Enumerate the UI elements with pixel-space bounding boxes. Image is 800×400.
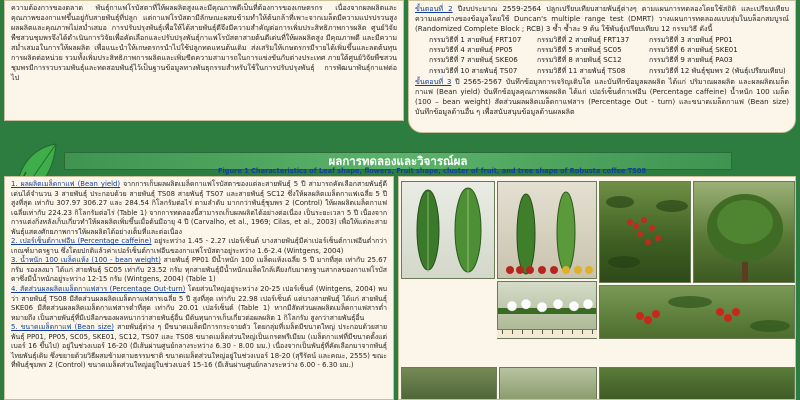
treatment-item: กรรมวิธีที่ 1 สายพันธุ์ FRT107 (429, 35, 522, 44)
treatment-item: กรรมวิธีที่ 12 พันธุ์ชุมพร 2 (พันธุ์เปรียบเทียบ) (649, 66, 786, 75)
treatment-item: กรรมวิธีที่ 7 สายพันธุ์ SKE06 (429, 56, 518, 65)
treatment-item: กรรมวิธีที่ 10 สายพันธุ์ TS07 (429, 66, 518, 75)
result-item (11, 256, 387, 285)
result-item (11, 285, 387, 323)
result-item-lead: 4. สัดส่วนผลผลิตเมล็ดกาแฟสาร (Percentage Out-turn) (11, 285, 186, 294)
treatment-list (415, 35, 789, 76)
fruit-cluster-photo (599, 285, 795, 339)
result-item-lead: 2. เปอร์เซ็นต์กาเฟอีน (Percentage caffeine) (11, 237, 152, 246)
result-item (11, 323, 387, 371)
result-item-text: อยู่ระหว่าง 1.45 - 2.27 เปอร์เซ็นต์ บางสายพันธุ์มีค่าเปอร์เซ็นต์กาเฟอีนต่ำกว่าเกณฑ์มาตรฐาน ซึ่งโดยปกติแล้วค่าเปอร์เซ็นต์กาเฟอีนของกาแฟโรบัสตาอยู่ระหว่าง 1.6-2.4 (Wintgens, 2004) (11, 237, 387, 255)
result-item-text: สายพันธุ์ต่าง ๆ มีขนาดเมล็ดมีการกระจายตัว โดยกลุ่มที่เมล็ดมีขนาดใหญ่ ประกอบด้วยสายพันธุ์ PP01, PP05, SC05, SKE01, SC12, TS07 และ TS08 ขนาดเมล็ดส่วนใหญ่เป็นเกรดพรีเมียม (เมล็ดกาแฟที่มีขนาดตั้งแต่เบอร์ 16 ขึ้นไป) อยู่ในช่วงเบอร์ 16-20 (มีเส้นผ่านศูนย์กลางระหว่าง 6.30 - 8.00 มม.) เนื่องจากเป็นพันธุ์ที่คัดเลือกมาจากพันธุ์ไทยพันธุ์เดิม ซึ่งขยายด้วยวิธีผสมข้ามตามธรรมชาติ ขนาดเมล็ดส่วนใหญ่อยู่ในช่วงเบอร์ 18-20 (สุรีรัตน์ และคณะ, 2555) ขณะที่พันธุ์ชุมพร 2 (Control) ขนาดเมล็ดส่วนใหญ่อยู่ในช่วงเบอร์ 15-16 (มีเส้นผ่านศูนย์กลางระหว่าง 6.00 - 6.30 มม.) (11, 323, 387, 370)
methods-panel (408, 0, 796, 133)
figure-caption: Figure 1 Characteristics of Leaf shape, flowers, Fruit shape, cluster of fruit, and tree shape of Robusta coffee TS08 (218, 167, 647, 175)
treatment-item: กรรมวิธีที่ 6 สายพันธุ์ SKE01 (649, 46, 738, 55)
treatment-item: กรรมวิธีที่ 8 สายพันธุ์ SC12 (537, 56, 622, 65)
intro-panel (4, 0, 404, 121)
result-item (11, 180, 387, 237)
leaf-shape-photo (401, 181, 495, 279)
tree-shape-photo (693, 181, 795, 283)
scale-ruler (497, 329, 597, 338)
field-photo (599, 367, 795, 400)
treatment-item: กรรมวิธีที่ 3 สายพันธุ์ PP01 (649, 35, 733, 44)
result-item-text: โดยส่วนใหญ่อยู่ระหว่าง 20-25 เปอร์เซ็นต์ (Wintgens, 2004) พบว่า สายพันธุ์ TS08 มีสัดส่วนผลผลิตเมล็ดกาแฟสารเฉลี่ย 5 ปี สูงที่สุด เท่ากับ 22.98 เปอร์เซ็นต์ แต่บางสายพันธุ์ ได้แก่ สายพันธุ์ SKE06 มีสัดส่วนผลผลิตเมล็ดกาแฟสารต่ำที่สุด เท่ากับ 20.01 เปอร์เซ็นต์ (Table 1) หากมีสัดส่วนผลผลิตเมล็ดกาแฟสารต่ำ หมายถึง เป็นสายพันธุ์ที่มีเปลือกของผลหนากว่าสายพันธุ์อื่น มีต้นทุนการเก็บเกี่ยวต่อผลผลิต 1 กิโลกรัม สูงกว่าสายพันธุ์อื่น (11, 285, 387, 322)
methods-step3 (415, 77, 789, 117)
result-item-text: จากการเก็บผลผลิตเมล็ดกาแฟโรบัสตาของแต่ละสายพันธุ์ 5 ปี สามารถคัดเลือกสายพันธุ์ดีเด่นได้จำนวน 3 สายพันธุ์ ประกอบด้วย สายพันธุ์ TS08 สายพันธุ์ TS07 และสายพันธุ์ SC12 ซึ่งให้ผลผลิตเมล็ดกาแฟเฉลี่ย 5 ปี สูงที่สุด เท่ากับ 307.97 306.27 และ 284.54 กิโลกรัมต่อไร่ ตามลำดับ มากกว่าพันธุ์ชุมพร 2 (Control) ให้ผลผลิตเมล็ดกาแฟเฉลี่ยเท่ากับ 224.23 กิโลกรัมต่อไร่ (Table 1) จากการทดลองนี้สามารถเก็บผลผลิตได้อย่างต่อเนื่อง เป็นระยะเวลา 5 ปี เนื่องจากการแต่งกิ่งหลังเก็บเกี่ยวทำให้ผลผลิตเพิ่มขึ้นเมื่อต้นมีอายุ 4 ปี (Carvalho, et al., 1969; Cilas, et al., 2003) เพื่อให้แต่ละสายพันธุ์แสดงศักยภาพการให้ผลผลิตได้อย่างเต็มที่และต่อเนื่อง (11, 180, 387, 236)
intro-text: ความต้องการของตลาด พันธุ์กาแฟโรบัสตาที่ให้ผลผลิตสูงและมีคุณภาพดีเป็นที่ต้องการของเกษตรกร เนื่องจากผลผลิตและคุณภาพของกาแฟขึ้นอยู่กับสายพันธุ์ที่ปลูก แต่กาแฟโรบัสตามีลักษณะผสมข้ามทำให้ต้นกล้าที่เพาะจากเมล็ดมีความแปรปรวนสูง ผลผลิตและคุณภาพไม่สม่ำเสมอ การปรับปรุงพันธุ์เพื่อให้ได้สายพันธุ์ดีจึงมีความสำคัญต่อการเพิ่มประสิทธิภาพการผลิต ศูนย์วิจัยพืชสวนชุมพรจึงได้ดำเนินการวิจัยเพื่อคัดเลือกและปรับปรุงพันธุ์กาแฟโรบัสตาสายต้นดีเด่นที่ให้ผลผลิตสูง มีคุณภาพดี และมีความสม่ำเสมอในการให้ผลผลิต เพื่อแนะนำให้เกษตรกรนำไปใช้ปลูกทดแทนต้นเดิม ส่งเสริมให้เกษตรกรมีรายได้เพิ่มขึ้นและลดต้นทุนการผลิตต่อหน่วย รวมทั้งเพิ่มประสิทธิภาพการผลิตและเพิ่มขีดความสามารถในการแข่งขันกับต่างประเทศ ภายใต้ศูนย์วิจัยพืชสวนชุมพรมีการรวบรวมพันธุ์และทดสอบพันธุ์ไว้เป็นฐานข้อมูลทางพันธุกรรมสำหรับใช้ในการปรับปรุงพันธุ์ การพัฒนาพันธุ์กาแฟต่อไป (11, 3, 397, 82)
treatment-item: กรรมวิธีที่ 4 สายพันธุ์ PP05 (429, 46, 513, 55)
results-panel (4, 176, 394, 400)
results-banner: ผลการทดลองและวิจารณ์ผล (64, 152, 732, 170)
treatment-item: กรรมวิธีที่ 5 สายพันธุ์ SC05 (537, 46, 622, 55)
methods-step2-lead: ขั้นตอนที่ 2 (415, 4, 453, 13)
figure-panel (398, 176, 796, 400)
result-item-lead: 1. ผลผลิตเมล็ดกาแฟ (Bean yield) (11, 180, 121, 188)
methods-step3-text: ปี 2565-2567 บันทึกข้อมูลการเจริญเติบโต และบันทึกข้อมูลผลผลิต ได้แก่ ปริมาณผลผลิต และผลผลิตเมล็ดกาแฟ (Bean yield) บันทึกข้อมูลคุณภาพผลผลิต ได้แก่ เปอร์เซ็นต์กาเฟอีน (Percentage caffeine) น้ำหนัก 100 เมล็ด (100 – bean weight) สัดส่วนผลผลิตเมล็ดกาแฟสาร (Percentage Out - turn) และขนาดเมล็ดกาแฟ (Bean size) บันทึกข้อมูลด้านอื่น ๆ เพื่อสนับสนุนข้อมูลด้านผลผลิต (415, 77, 789, 116)
result-item-lead: 5. ขนาดเมล็ดกาแฟ (Bean size) (11, 323, 114, 332)
result-item (11, 237, 387, 256)
result-item-text: สายพันธุ์ PP01 มีน้ำหนัก 100 เมล็ดแห้งเฉลี่ย 5 ปี มากที่สุด เท่ากับ 25.67 กรัม รองลงมา ได้แก่ สายพันธุ์ SC05 เท่ากับ 23.52 กรัม ทุกสายพันธุ์มีน้ำหนักเมล็ดใกล้เคียงกับมาตรฐานสากลของกาแฟโรบัสตาซึ่งมีน้ำหนักอยู่ระหว่าง 12-15 กรัม (Wintgens, 2004) (Table 1) (11, 256, 387, 284)
field-photo (499, 367, 597, 400)
result-item-lead: 3. น้ำหนัก 100 เมล็ดแห้ง (100 - bean weight) (11, 256, 161, 265)
fruit-shape-photo (497, 181, 597, 279)
methods-step2 (415, 4, 789, 34)
methods-step3-lead: ขั้นตอนที่ 3 (415, 77, 452, 87)
methods-step2-text: ปีงบประมาณ 2559-2564 ปลูกเปรียบเทียบสายพันธุ์ต่างๆ ตามแผนการทดลองโดยใช้สถิติ และเปรียบเทียบความแตกต่างของข้อมูลโดยใช้ Duncan's multiple range test (DMRT) วางแผนการทดลองแบบสุ่มในบล็อกสมบูรณ์ (Randomized Complete Block ; RCB) 3 ซ้ำ ซ้ำละ 9 ต้น ใช้พันธุ์เปรียบเทียบ 12 กรรมวิธี ดังนี้ (415, 4, 790, 33)
treatment-item: กรรมวิธีที่ 11 สายพันธุ์ TS08 (537, 66, 626, 75)
field-photo (401, 367, 497, 400)
treatment-item: กรรมวิธีที่ 9 สายพันธุ์ PA03 (649, 56, 733, 65)
treatment-item: กรรมวิธีที่ 2 สายพันธุ์ FRT137 (537, 35, 630, 44)
coffee-tree-photo (599, 181, 691, 283)
